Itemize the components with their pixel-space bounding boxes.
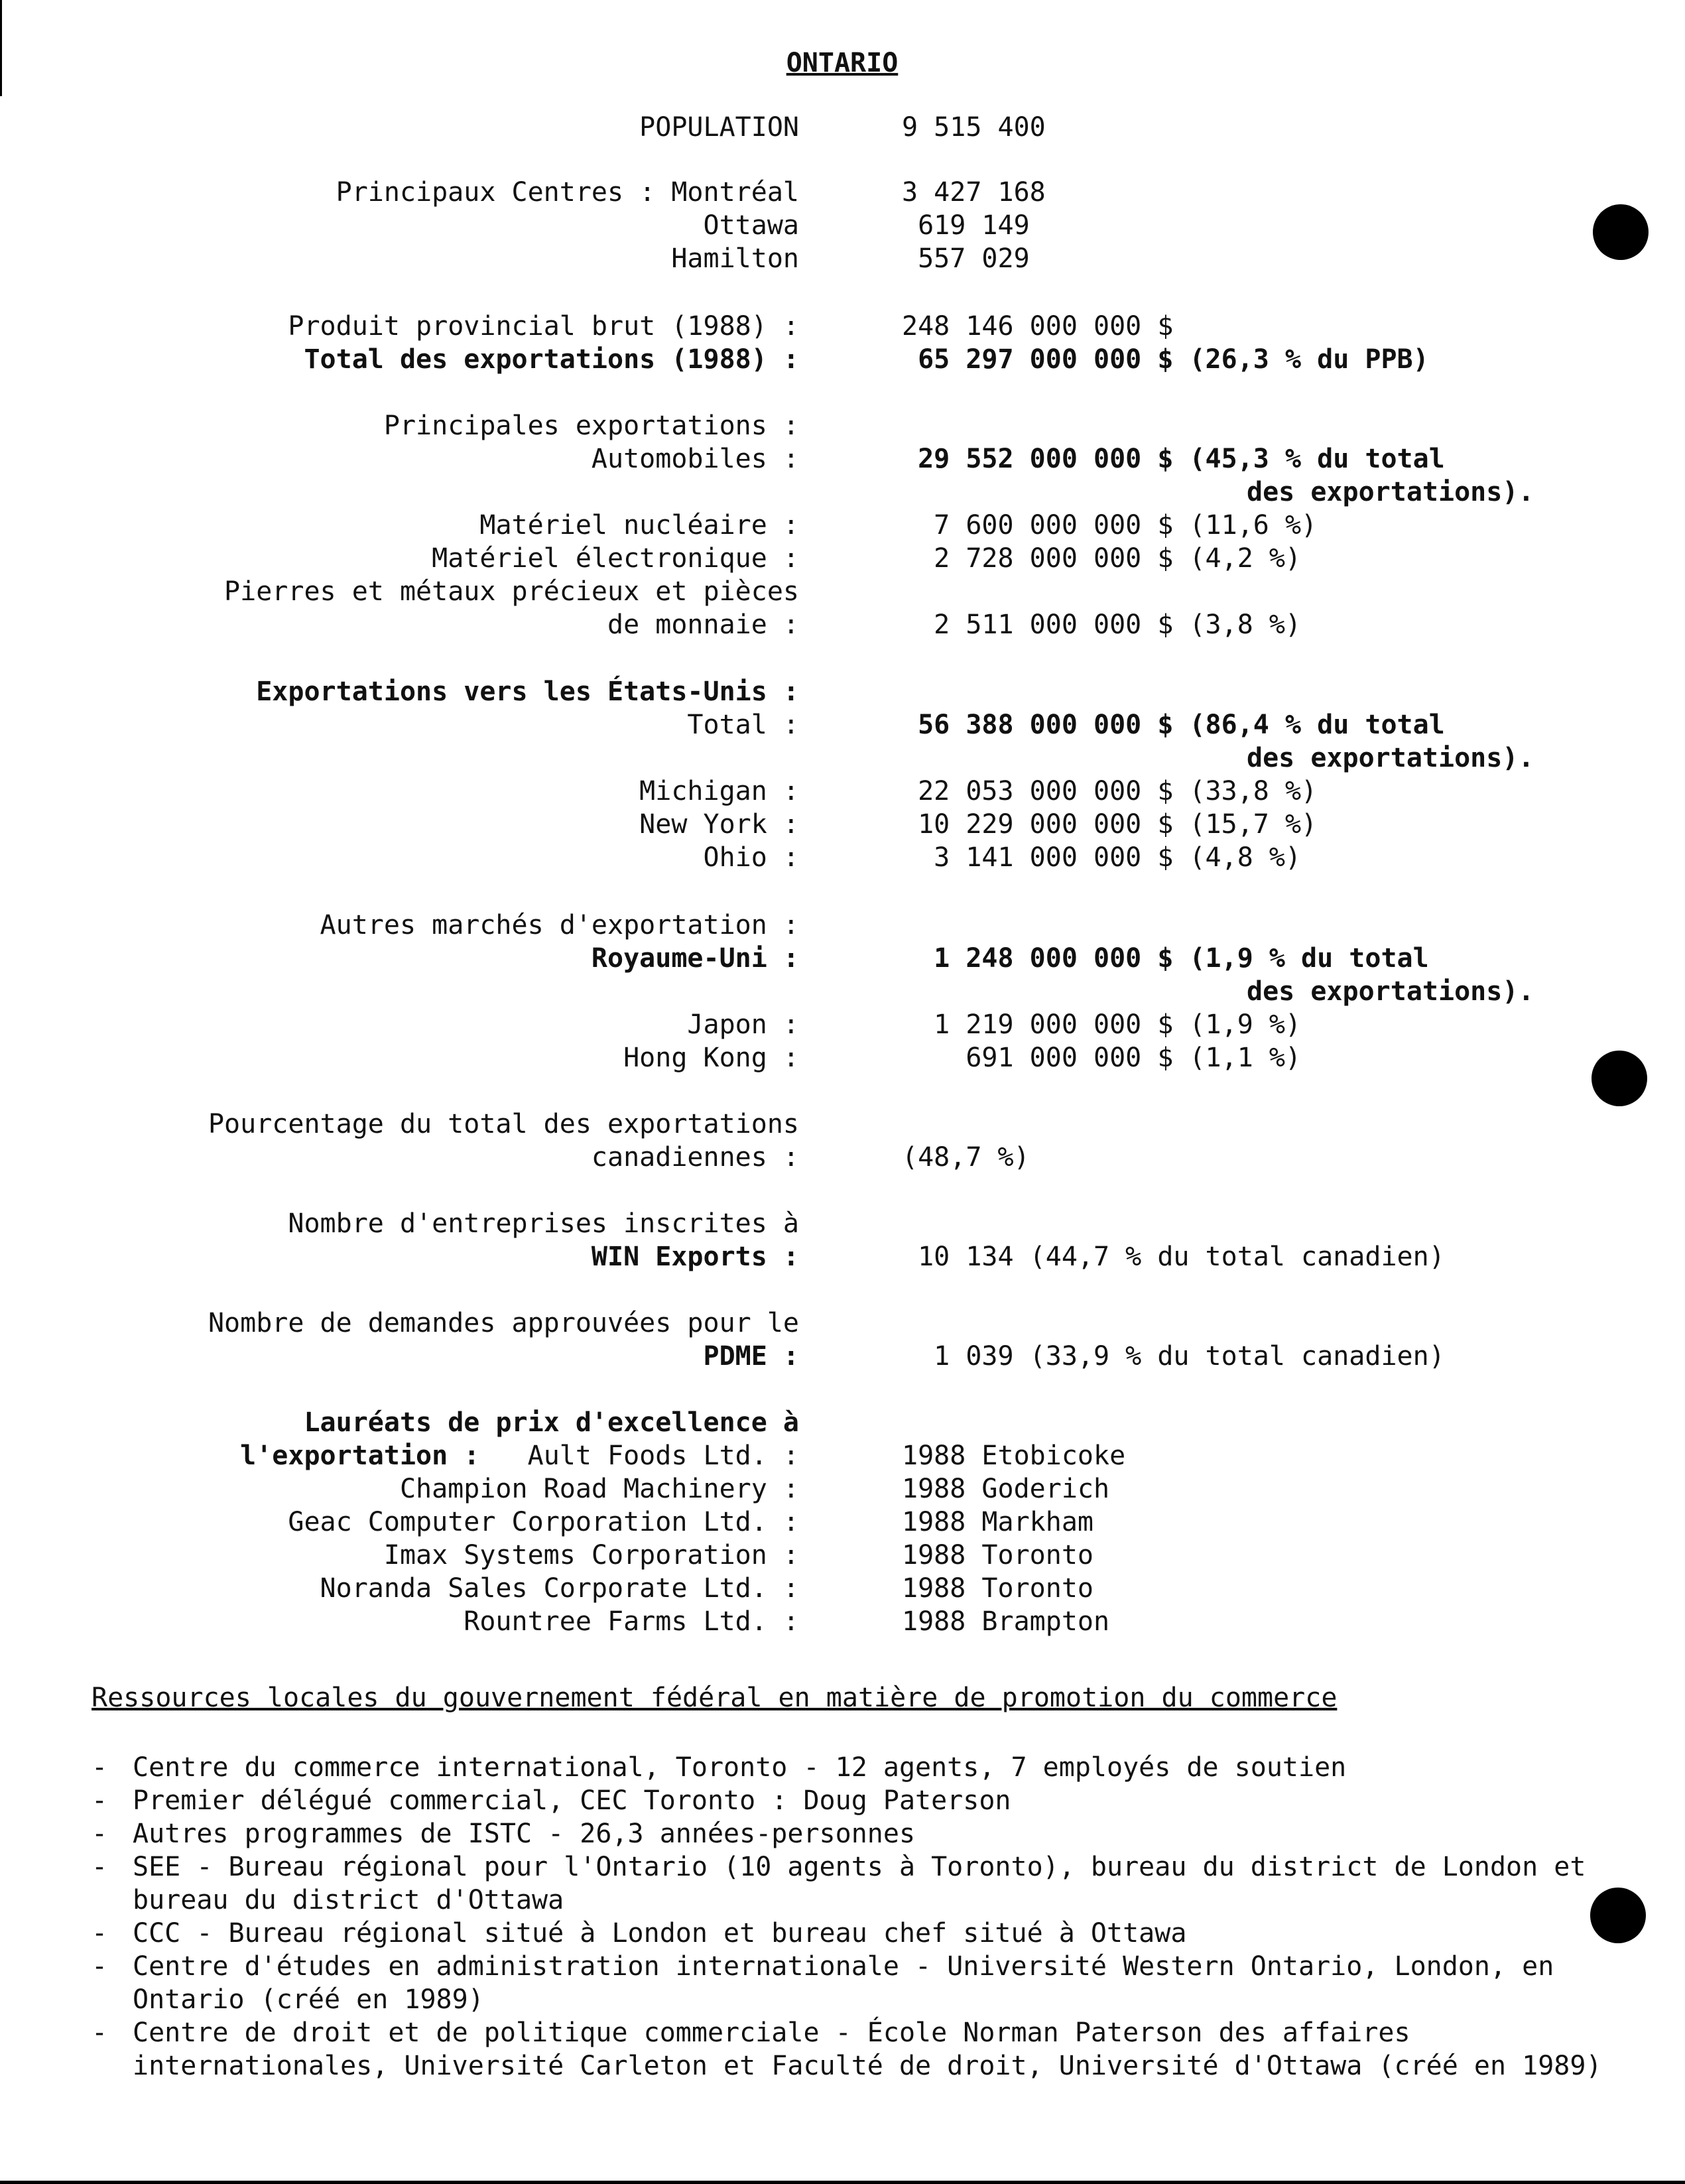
fact-value: 56 388 000 000 $ (86,4 % du total bbox=[902, 710, 1445, 740]
bullet-dash: - bbox=[92, 1785, 108, 1816]
resource-text: CCC - Bureau régional situé à London et bureau chef situé à Ottawa bbox=[133, 1918, 1187, 1949]
fact-label: Royaume-Uni : bbox=[591, 943, 799, 974]
bullet-dash: - bbox=[92, 2018, 108, 2048]
fact-label: Exportations vers les États-Unis : bbox=[256, 676, 799, 707]
fact-row bbox=[0, 708, 1685, 741]
punch-hole bbox=[1591, 1051, 1647, 1106]
resource-list bbox=[92, 1751, 1670, 2083]
fact-row bbox=[0, 675, 1685, 708]
fact-row bbox=[0, 542, 1685, 575]
fact-row bbox=[0, 975, 1685, 1008]
resource-text: SEE - Bureau régional pour l'Ontario (10 agents à Toronto), bureau du district de London et bureau du district d'Ottawa bbox=[133, 1852, 1602, 1915]
fact-row bbox=[0, 1240, 1685, 1273]
resource-text: Centre de droit et de politique commerciale - École Norman Paterson des affaires internationales, Université Carleton et Faculté de droit, Université d'Ottawa (créé en 1989) bbox=[133, 2018, 1602, 2081]
fact-row bbox=[0, 741, 1685, 775]
fact-label: Ottawa bbox=[703, 210, 799, 241]
fact-value: 1988 Goderich bbox=[902, 1474, 1110, 1504]
fact-label: Hong Kong : bbox=[623, 1043, 799, 1073]
fact-row bbox=[0, 176, 1685, 209]
fact-label: Nombre de demandes approuvées pour le bbox=[208, 1308, 799, 1338]
fact-label: Rountree Farms Ltd. : bbox=[464, 1606, 799, 1637]
fact-label: canadiennes : bbox=[591, 1142, 799, 1173]
fact-row bbox=[0, 509, 1685, 542]
fact-value: 1 248 000 000 $ (1,9 % du total bbox=[902, 943, 1429, 974]
fact-value: 1988 Brampton bbox=[902, 1606, 1110, 1637]
fact-label: Geac Computer Corporation Ltd. : bbox=[288, 1507, 799, 1537]
fact-label: Matériel électronique : bbox=[432, 543, 799, 574]
fact-value: 10 229 000 000 $ (15,7 %) bbox=[902, 809, 1318, 840]
fact-label: Imax Systems Corporation : bbox=[383, 1540, 799, 1571]
fact-row bbox=[0, 1141, 1685, 1174]
fact-value: 10 134 (44,7 % du total canadien) bbox=[902, 1242, 1445, 1272]
fact-row bbox=[0, 808, 1685, 841]
fact-value: 1 219 000 000 $ (1,9 %) bbox=[902, 1009, 1302, 1040]
fact-row bbox=[0, 343, 1685, 376]
fact-label: PDME : bbox=[703, 1341, 799, 1372]
resource-item bbox=[92, 1850, 1658, 1917]
fact-row bbox=[0, 1539, 1685, 1572]
fact-value: 7 600 000 000 $ (11,6 %) bbox=[902, 510, 1318, 541]
fact-value: 2 728 000 000 $ (4,2 %) bbox=[902, 543, 1302, 574]
fact-value: 619 149 bbox=[902, 210, 1030, 241]
fact-row bbox=[0, 909, 1685, 942]
fact-value: 29 552 000 000 $ (45,3 % du total bbox=[902, 444, 1445, 474]
fact-label bbox=[27, 1439, 799, 1472]
fact-value: 9 515 400 bbox=[902, 112, 1046, 143]
fact-value: 3 427 168 bbox=[902, 177, 1046, 208]
punch-hole bbox=[1593, 204, 1649, 260]
fact-row bbox=[0, 1307, 1685, 1340]
fact-label: Lauréats de prix d'excellence à bbox=[304, 1407, 799, 1438]
fact-value: 557 029 bbox=[902, 243, 1030, 274]
fact-label-bold: l'exportation : bbox=[240, 1441, 480, 1471]
resource-text: Premier délégué commercial, CEC Toronto : Doug Paterson bbox=[133, 1785, 1011, 1816]
fact-value: 691 000 000 $ (1,1 %) bbox=[902, 1043, 1302, 1073]
fact-label: Noranda Sales Corporate Ltd. : bbox=[320, 1573, 799, 1604]
fact-row bbox=[0, 1207, 1685, 1240]
fact-row bbox=[0, 1108, 1685, 1141]
fact-row bbox=[0, 209, 1685, 242]
fact-value: des exportations). bbox=[1247, 743, 1534, 773]
fact-value: 1988 Toronto bbox=[902, 1540, 1093, 1571]
resource-item bbox=[92, 1917, 1658, 1950]
fact-label: POPULATION bbox=[639, 112, 799, 143]
bullet-dash: - bbox=[92, 1852, 108, 1882]
fact-label: Autres marchés d'exportation : bbox=[320, 910, 799, 940]
fact-label-text: Ault Foods Ltd. : bbox=[479, 1441, 799, 1471]
fact-row bbox=[0, 442, 1685, 476]
fact-label: Principales exportations : bbox=[383, 411, 799, 441]
fact-label: Principaux Centres : Montréal bbox=[336, 177, 799, 208]
fact-value: 65 297 000 000 $ (26,3 % du PPB) bbox=[902, 344, 1429, 375]
fact-row bbox=[0, 841, 1685, 874]
fact-value: 1 039 (33,9 % du total canadien) bbox=[902, 1341, 1445, 1372]
fact-value: 1988 Toronto bbox=[902, 1573, 1093, 1604]
fact-label: Hamilton bbox=[671, 243, 799, 274]
fact-row bbox=[0, 1605, 1685, 1638]
fact-row bbox=[0, 1041, 1685, 1074]
fact-row bbox=[0, 1506, 1685, 1539]
fact-label: Nombre d'entreprises inscrites à bbox=[288, 1208, 799, 1239]
fact-value: 1988 Etobicoke bbox=[902, 1441, 1126, 1471]
fact-value: (48,7 %) bbox=[902, 1142, 1030, 1173]
fact-row bbox=[0, 942, 1685, 975]
resource-item bbox=[92, 2016, 1658, 2083]
resource-text: Centre d'études en administration internationale - Université Western Ontario, London, en Ontario (créé en 1989) bbox=[133, 1951, 1570, 2015]
fact-label: Pourcentage du total des exportations bbox=[208, 1109, 799, 1139]
bullet-dash: - bbox=[92, 1752, 108, 1783]
fact-row bbox=[0, 1572, 1685, 1605]
fact-row bbox=[0, 1439, 1685, 1472]
fact-label: New York : bbox=[639, 809, 799, 840]
fact-label: Total : bbox=[687, 710, 799, 740]
fact-row bbox=[0, 575, 1685, 608]
fact-row bbox=[0, 608, 1685, 641]
fact-label: Michigan : bbox=[639, 776, 799, 806]
fact-value: 3 141 000 000 $ (4,8 %) bbox=[902, 842, 1302, 873]
fact-value: des exportations). bbox=[1247, 477, 1534, 507]
fact-row bbox=[0, 476, 1685, 509]
fact-label: Champion Road Machinery : bbox=[399, 1474, 799, 1504]
fact-row bbox=[0, 111, 1685, 144]
fact-label: Automobiles : bbox=[591, 444, 799, 474]
fact-row bbox=[0, 310, 1685, 343]
fact-row bbox=[0, 775, 1685, 808]
fact-label: Total des exportations (1988) : bbox=[304, 344, 799, 375]
fact-row bbox=[0, 1472, 1685, 1506]
fact-label: Ohio : bbox=[703, 842, 799, 873]
fact-value: 1988 Markham bbox=[902, 1507, 1093, 1537]
fact-value: 2 511 000 000 $ (3,8 %) bbox=[902, 610, 1302, 640]
scan-edge-bottom bbox=[0, 2181, 1685, 2184]
page-title: ONTARIO bbox=[786, 48, 899, 78]
resource-item bbox=[92, 1817, 1658, 1850]
fact-label: de monnaie : bbox=[607, 610, 799, 640]
fact-row bbox=[0, 1406, 1685, 1439]
punch-hole bbox=[1590, 1888, 1646, 1943]
bullet-dash: - bbox=[92, 1819, 108, 1849]
resource-item bbox=[92, 1950, 1658, 2016]
bullet-dash: - bbox=[92, 1918, 108, 1949]
fact-label: Matériel nucléaire : bbox=[479, 510, 799, 541]
resource-text: Autres programmes de ISTC - 26,3 années-personnes bbox=[133, 1819, 916, 1849]
fact-row bbox=[0, 409, 1685, 442]
fact-value: 22 053 000 000 $ (33,8 %) bbox=[902, 776, 1318, 806]
fact-label: Japon : bbox=[687, 1009, 799, 1040]
scan-edge-left bbox=[0, 0, 2, 96]
fact-label: Pierres et métaux précieux et pièces bbox=[224, 576, 799, 607]
fact-row bbox=[0, 1008, 1685, 1041]
fact-value: 248 146 000 000 $ bbox=[902, 311, 1174, 342]
bullet-dash: - bbox=[92, 1951, 108, 1982]
resource-text: Centre du commerce international, Toronto - 12 agents, 7 employés de soutien bbox=[133, 1752, 1347, 1783]
fact-label: WIN Exports : bbox=[591, 1242, 799, 1272]
fact-value: des exportations). bbox=[1247, 976, 1534, 1007]
resource-item bbox=[92, 1751, 1658, 1784]
fact-row bbox=[0, 242, 1685, 275]
fact-row bbox=[0, 1340, 1685, 1373]
section-heading: Ressources locales du gouvernement fédéral en matière de promotion du commerce bbox=[92, 1683, 1338, 1713]
resource-item bbox=[92, 1784, 1658, 1817]
fact-label: Produit provincial brut (1988) : bbox=[288, 311, 799, 342]
